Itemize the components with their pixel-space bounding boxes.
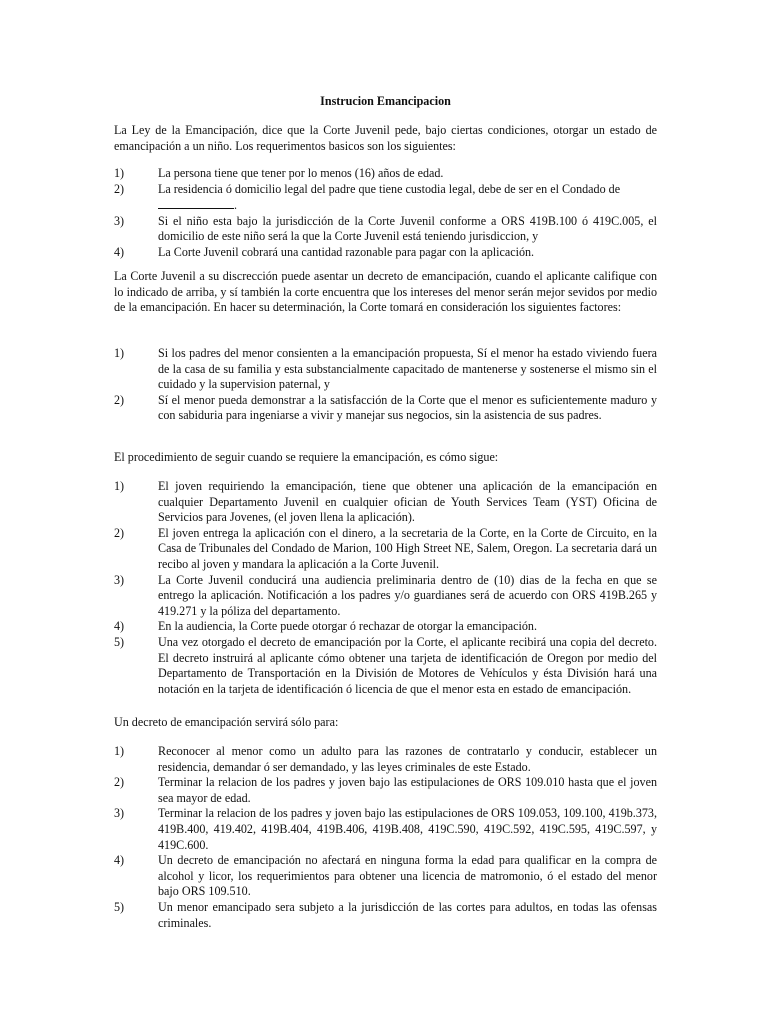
list-number: 2) [114,775,125,790]
list-number: 3) [114,213,125,228]
list-number: 2) [114,525,125,540]
list-text-suffix: . [234,198,238,213]
list-number: 4) [114,619,125,634]
list-text: Un decreto de emancipación no afectará en ninguna forma la edad para qualificar en la compra de alcohol y licor, los requerimientos para obtener una licencia de matromonio, ó el estado del menor bajo ORS 109.510. [158,853,657,899]
list-text: Un menor emancipado sera subjeto a la jurisdicción de las cortes para adultos, en todas las ofensas criminales. [158,899,657,930]
list-text: El joven entrega la aplicación con el dinero, a la secretaria de la Corte, en la Corte de Circuito, en la Casa de Tribunales del Condado de Marion, 100 High Street NE, Salem, Oregon. La secretaria dará un recibo al joven y mandara la aplicación a la Corte Juvenil. [158,525,657,571]
list-number: 1) [114,166,125,180]
list-number: 1) [114,479,125,493]
decree-list [114,744,657,931]
list-number: 5) [114,634,125,649]
list-item [114,214,657,245]
list-text: Si el niño esta bajo la jurisdicción de la Corte Juvenil conforme a ORS 419B.100 ó 419C.005, el domicilio de este niño será la que la Corte Juvenil está teniendo jurisdiccion, y [158,213,657,244]
list-text: La persona tiene que tener por lo menos (16) años de edad. [158,166,444,180]
list-text: El joven requiriendo la emancipación, tiene que obtener una aplicación de la emancipación en cualquier Departamento Juvenil en cualquier ofician de Youth Services Team (YST) Oficina de Servicios para Jovenes, (el joven llena la aplicación). [158,479,657,525]
list-number: 4) [114,244,125,259]
list-text: Reconocer al menor como un adulto para las razones de contratarlo y conducir, establecer un residencia, demandar ó ser demandado, y las leyes criminales de este Estado. [158,744,657,774]
list-item [114,245,657,261]
list-number: 2) [114,181,125,196]
list-number: 1) [114,744,125,758]
intro-paragraph: La Ley de la Emancipación, dice que la Corte Juvenil pede, bajo ciertas condiciones, otorgar un estado de emancipación a un niño. Los requerimentos basicos son los siguientes: [114,123,657,153]
list-item [114,166,657,182]
list-text: Si los padres del menor consienten a la emancipación propuesta, Sí el menor ha estado viviendo fuera de la casa de su familia y esta substancialmente capacitado de mantenerse y sostenerse el mismo sin el cuidado y la supervision paternal, y [158,346,657,392]
list-text: Una vez otorgado el decreto de emancipación por la Corte, el aplicante recibirá una copia del decreto. El decreto instruirá al aplicante cómo obtener una tarjeta de identificación de Oregon por medio del Departamento de Transportación en la División de Motores de Vehículos y ésta División hará una notación en la tarjeta de identificación ó licencia de que el menor esta en estado de emancipación. [158,634,657,696]
list-text: Terminar la relacion de los padres y joven bajo las estipulaciones de ORS 109.010 hasta que el joven sea mayor de edad. [158,775,657,805]
list-number: 1) [114,346,125,360]
list-text: La residencia ó domicilio legal del padre que tiene custodia legal, debe de ser en el Condado de [158,181,621,196]
list-number: 2) [114,392,125,407]
list-number: 4) [114,853,125,868]
procedure-list [114,479,657,697]
list-text: La Corte Juvenil cobrará una cantidad razonable para pagar con la aplicación. [158,244,535,259]
list-item [114,619,657,635]
list-item [114,635,657,697]
list-item [114,853,657,900]
list-number: 3) [114,806,125,821]
decree-intro: Un decreto de emancipación servirá sólo para: [114,715,339,729]
list-item [114,346,657,393]
list-text: Terminar la relacion de los padres y joven bajo las estipulaciones de ORS 109.053, 109.100, 419b.373, 419B.400, 419.402, 419B.404, 419B.406, 419B.408, 419C.590, 419C.592, 419C.595, 419C.597, y 419C.600. [158,806,657,852]
list-item [114,393,657,424]
list-text: La Corte Juvenil conducirá una audiencia preliminaria dentro de (10) dias de la fecha en que se entrego la aplicación. Notificación a los padres y/o guardianes será de acuerdo con ORS 419B.265 y 419.271 y la póliza del departamento. [158,572,657,618]
county-blank-line [158,197,234,209]
procedure-intro: El procedimiento de seguir cuando se requiere la emancipación, es cómo sigue: [114,450,499,464]
factors-list [114,346,657,424]
page-title: Instrucion Emancipacion [320,94,451,108]
list-item [114,573,657,620]
discretion-paragraph: La Corte Juvenil a su discrección puede asentar un decreto de emancipación, cuando el aplicante califique con lo indicado de arriba, y sí también la corte encuentra que los intereses del menor serán mejor sevidos por medio de la emancipación. En hacer su determinación, la Corte tomará en consideración los siguientes factores: [114,269,657,315]
list-item [114,775,657,806]
list-item [114,479,657,526]
list-number: 5) [114,899,125,914]
list-item [114,806,657,853]
list-text: En la audiencia, la Corte puede otorgar ó rechazar de otorgar la emancipación. [158,619,537,634]
requirements-list [114,166,657,261]
list-item [114,182,657,214]
list-item [114,744,657,775]
list-item [114,900,657,931]
list-text: Sí el menor pueda demonstrar a la satisfacción de la Corte que el menor es suficientemente maduro y con sabiduria para ingeniarse a vivir y manejar sus negocios, sin la asistencia de sus padres. [158,392,657,423]
list-text-with-blank [158,182,657,214]
list-item [114,526,657,573]
list-number: 3) [114,572,125,587]
